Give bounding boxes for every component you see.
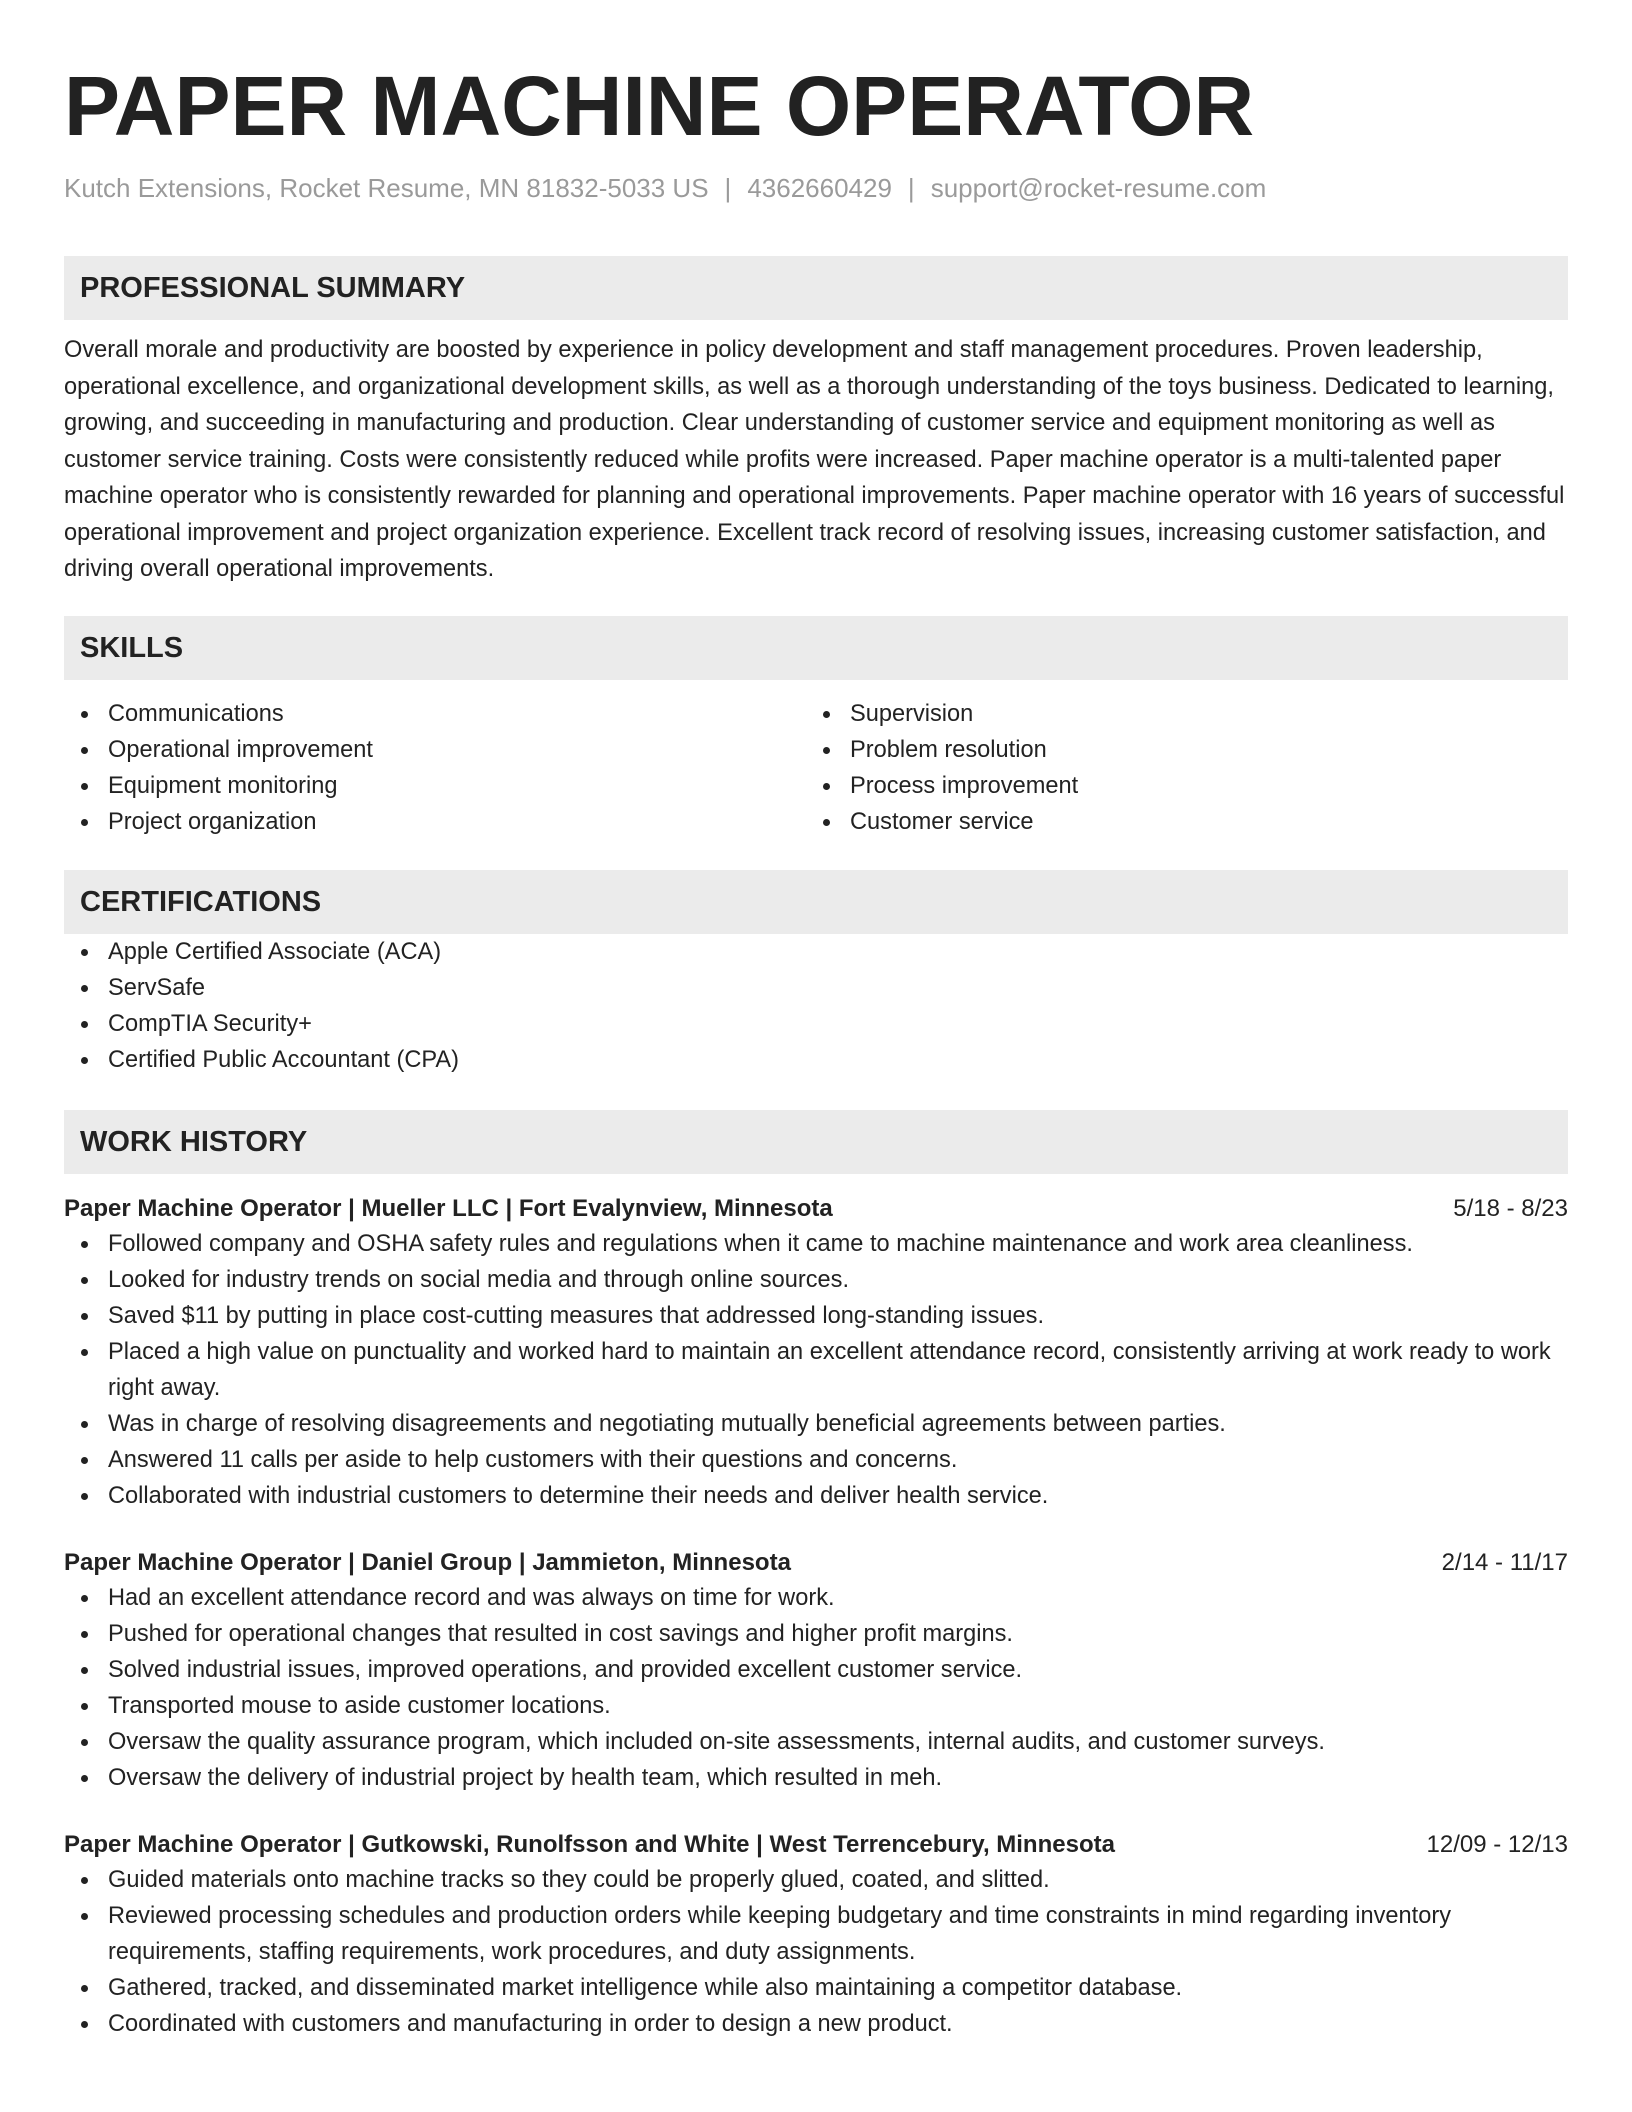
skill-item: Process improvement [806, 768, 1548, 804]
job-bullet: Looked for industry trends on social media and through online sources. [64, 1262, 1568, 1298]
skill-item: Communications [64, 696, 806, 732]
job-header [64, 1828, 1568, 1862]
contact-email: support@rocket-resume.com [930, 173, 1267, 203]
certification-item: CompTIA Security+ [64, 1006, 1568, 1042]
skills-list [64, 696, 1568, 840]
job-bullets [64, 1862, 1568, 2042]
job-bullets [64, 1580, 1568, 1796]
contact-phone: 4362660429 [747, 173, 892, 203]
job-bullet: Had an excellent attendance record and was always on time for work. [64, 1580, 1568, 1616]
skill-item: Operational improvement [64, 732, 806, 768]
skill-item: Supervision [806, 696, 1548, 732]
contact-separator: | [724, 173, 732, 203]
job-bullet: Placed a high value on punctuality and worked hard to maintain an excellent attendance record, consistently arriving at work ready to work right away. [64, 1334, 1568, 1406]
job-bullet: Saved $11 by putting in place cost-cutting measures that addressed long-standing issues. [64, 1298, 1568, 1334]
summary-heading: PROFESSIONAL SUMMARY [64, 256, 1568, 320]
job-entry [64, 1546, 1568, 1796]
job-bullet: Oversaw the quality assurance program, which included on-site assessments, internal audits, and customer surveys. [64, 1724, 1568, 1760]
job-bullet: Reviewed processing schedules and production orders while keeping budgetary and time constraints in mind regarding inventory requirements, staffing requirements, work procedures, and duty assignments. [64, 1898, 1568, 1970]
job-bullet: Solved industrial issues, improved operations, and provided excellent customer service. [64, 1652, 1568, 1688]
job-bullet: Gathered, tracked, and disseminated market intelligence while also maintaining a competitor database. [64, 1970, 1568, 2006]
job-dates: 2/14 - 11/17 [1441, 1548, 1568, 1576]
job-title: Paper Machine Operator | Daniel Group | Jammieton, Minnesota [64, 1548, 791, 1576]
job-bullet: Transported mouse to aside customer locations. [64, 1688, 1568, 1724]
certifications-heading: CERTIFICATIONS [64, 870, 1568, 934]
job-bullet: Followed company and OSHA safety rules and regulations when it came to machine maintenance and work area cleanliness. [64, 1226, 1568, 1262]
job-bullets [64, 1226, 1568, 1514]
skills-column-right [806, 696, 1548, 840]
job-bullet: Answered 11 calls per aside to help customers with their questions and concerns. [64, 1442, 1568, 1478]
page-title: PAPER MACHINE OPERATOR [64, 59, 1255, 153]
certification-item: Certified Public Accountant (CPA) [64, 1042, 1568, 1078]
skills-column-left [64, 696, 806, 840]
job-bullet: Oversaw the delivery of industrial project by health team, which resulted in meh. [64, 1760, 1568, 1796]
contact-separator: | [907, 173, 915, 203]
job-dates: 5/18 - 8/23 [1453, 1194, 1568, 1222]
job-title: Paper Machine Operator | Gutkowski, Runolfsson and White | West Terrencebury, Minnesota [64, 1830, 1115, 1858]
skill-item: Customer service [806, 804, 1548, 840]
skills-heading: SKILLS [64, 616, 1568, 680]
job-entry [64, 1828, 1568, 2042]
job-title: Paper Machine Operator | Mueller LLC | Fort Evalynview, Minnesota [64, 1194, 833, 1222]
contact-address: Kutch Extensions, Rocket Resume, MN 81832-5033 US [64, 173, 709, 203]
job-bullet: Coordinated with customers and manufacturing in order to design a new product. [64, 2006, 1568, 2042]
job-bullet: Pushed for operational changes that resulted in cost savings and higher profit margins. [64, 1616, 1568, 1652]
job-dates: 12/09 - 12/13 [1426, 1830, 1568, 1858]
certification-item: Apple Certified Associate (ACA) [64, 934, 1568, 970]
skill-item: Problem resolution [806, 732, 1548, 768]
job-bullet: Guided materials onto machine tracks so they could be properly glued, coated, and slitted. [64, 1862, 1568, 1898]
job-header [64, 1192, 1568, 1226]
job-header [64, 1546, 1568, 1580]
skill-item: Equipment monitoring [64, 768, 806, 804]
resume-page [64, 56, 1568, 2042]
skill-item: Project organization [64, 804, 806, 840]
job-bullet: Collaborated with industrial customers to determine their needs and deliver health service. [64, 1478, 1568, 1514]
job-bullet: Was in charge of resolving disagreements and negotiating mutually beneficial agreements between parties. [64, 1406, 1568, 1442]
job-entry [64, 1192, 1568, 1514]
certification-item: ServSafe [64, 970, 1568, 1006]
certifications-list [64, 934, 1568, 1078]
summary-text: Overall morale and productivity are boosted by experience in policy development and staff management procedures. Proven leadership, operational excellence, and organizational development skills, as well as a thorough understanding of the toys business. Dedicated to learning, growing, and succeeding in manufacturing and production. Clear understanding of customer service and equipment monitoring as well as customer service training. Costs were consistently reduced while profits were increased. Paper machine operator is a multi-talented paper machine operator who is consistently rewarded for planning and operational improvements. Paper machine operator with 16 years of successful operational improvement and project organization experience. Excellent track record of resolving issues, increasing customer satisfaction, and driving overall operational improvements. [64, 337, 1565, 582]
contact-line [64, 170, 1568, 206]
work-history-heading: WORK HISTORY [64, 1110, 1568, 1174]
